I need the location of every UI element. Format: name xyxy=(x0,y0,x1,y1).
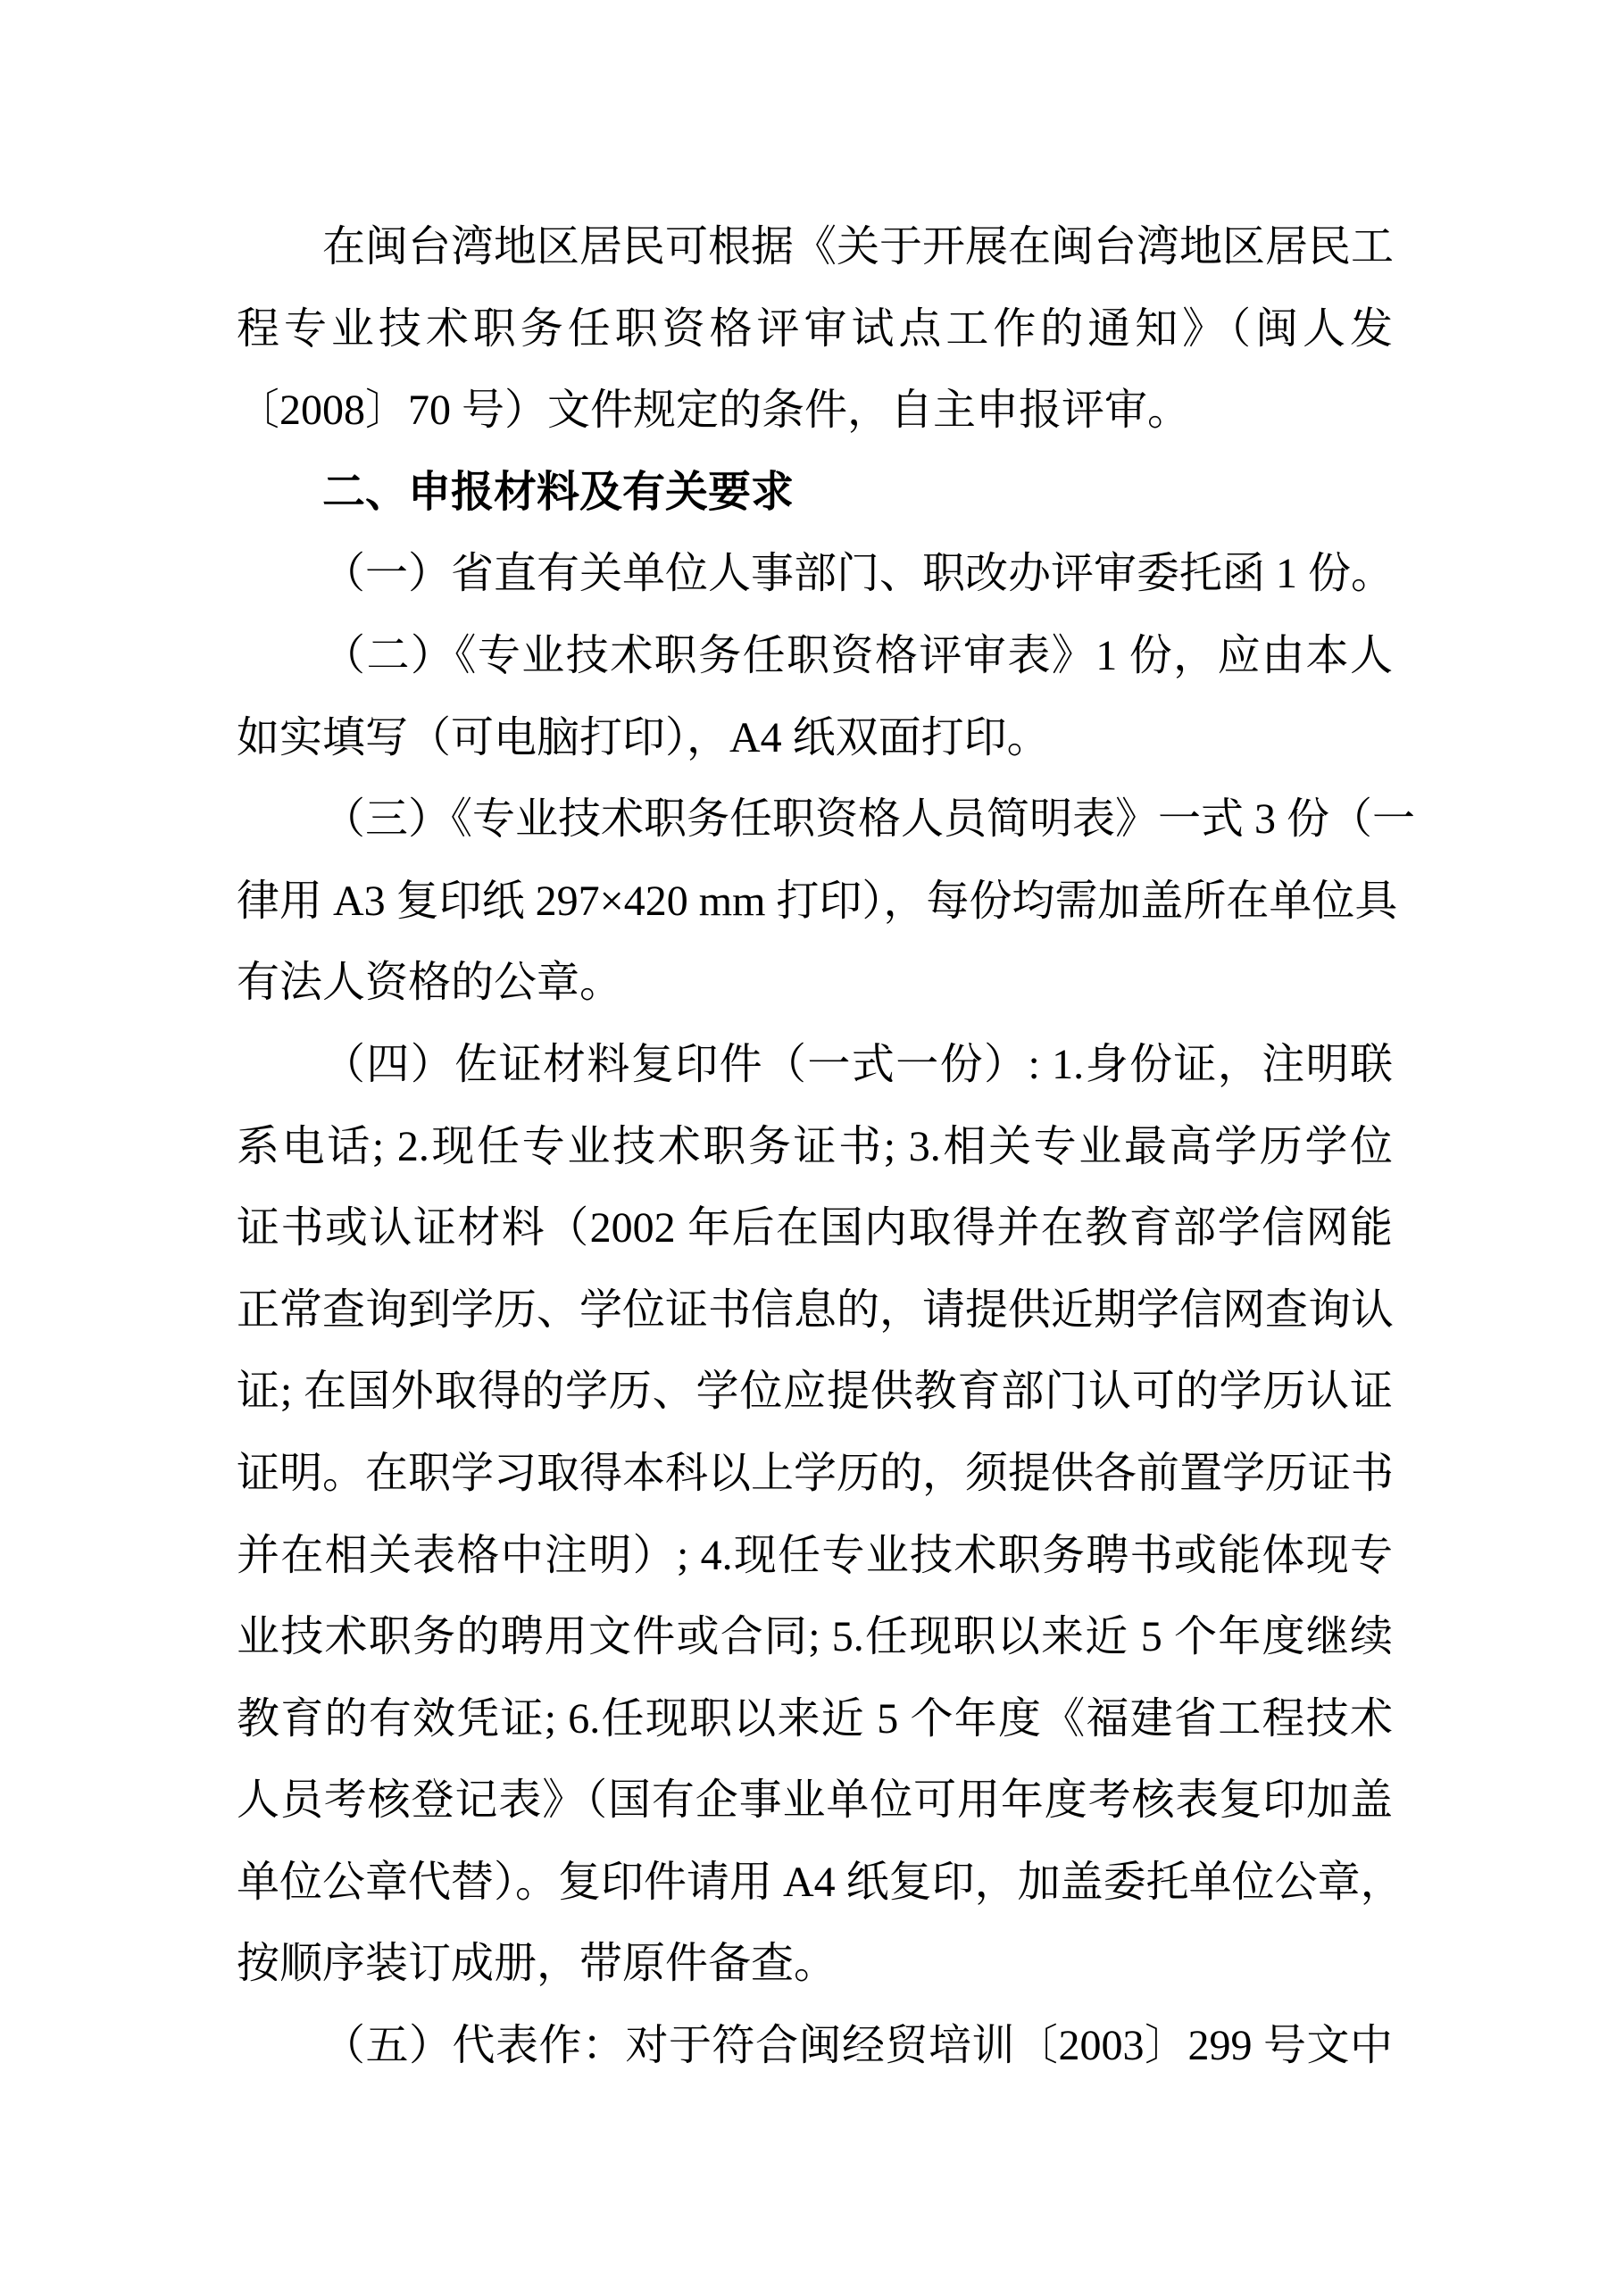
text-line: 律用 A3 复印纸 297×420 mm 打印），每份均需加盖所在单位具 xyxy=(237,877,1398,925)
document-body xyxy=(237,206,1416,2087)
text-line: 程专业技术职务任职资格评审试点工作的通知》（闽人发 xyxy=(237,304,1393,353)
section-heading: 二、申报材料及有关要求 xyxy=(322,468,795,516)
text-line: （一）省直有关单位人事部门、职改办评审委托函 1 份。 xyxy=(322,550,1395,598)
text-line: （五）代表作：对于符合闽经贸培训〔2003〕299 号文中 xyxy=(322,2022,1393,2070)
text-line: （二）《专业技术职务任职资格评审表》1 份，应由本人 xyxy=(322,631,1393,679)
text-line: 业技术职务的聘用文件或合同; 5.任现职以来近 5 个年度继续 xyxy=(237,1613,1393,1661)
text-line: 系电话; 2.现任专业技术职务证书; 3.相关专业最高学历学位 xyxy=(237,1122,1393,1170)
text-line: 按顺序装订成册，带原件备查。 xyxy=(237,1940,837,1988)
text-line: 证书或认证材料（2002 年后在国内取得并在教育部学信网能 xyxy=(237,1204,1393,1252)
text-line: 单位公章代替）。复印件请用 A4 纸复印，加盖委托单位公章， xyxy=(237,1858,1403,1906)
text-line: 并在相关表格中注明）; 4.现任专业技术职务聘书或能体现专 xyxy=(237,1531,1393,1579)
text-line: 如实填写（可电脑打印），A4 纸双面打印。 xyxy=(237,713,1050,761)
text-line: 教育的有效凭证; 6.任现职以来近 5 个年度《福建省工程技术 xyxy=(237,1694,1393,1743)
text-line: 人员考核登记表》（国有企事业单位可用年度考核表复印加盖 xyxy=(237,1776,1393,1825)
text-line: 证明。在职学习取得本科以上学历的，须提供各前置学历证书 xyxy=(237,1449,1395,1497)
text-line: 〔2008〕70 号）文件规定的条件，自主申报评审。 xyxy=(237,387,1191,435)
text-line: 证; 在国外取得的学历、学位应提供教育部门认可的学历认证 xyxy=(237,1368,1393,1416)
text-line: 在闽台湾地区居民可根据《关于开展在闽台湾地区居民工 xyxy=(322,223,1395,270)
text-line: 正常查询到学历、学位证书信息的，请提供近期学信网查询认 xyxy=(237,1285,1395,1334)
text-line: （四）佐证材料复印件（一式一份）: 1.身份证，注明联 xyxy=(322,1040,1393,1088)
text-line: 有法人资格的公章。 xyxy=(237,959,623,1007)
text-line: （三）《专业技术职务任职资格人员简明表》一式 3 份（一 xyxy=(322,795,1416,844)
